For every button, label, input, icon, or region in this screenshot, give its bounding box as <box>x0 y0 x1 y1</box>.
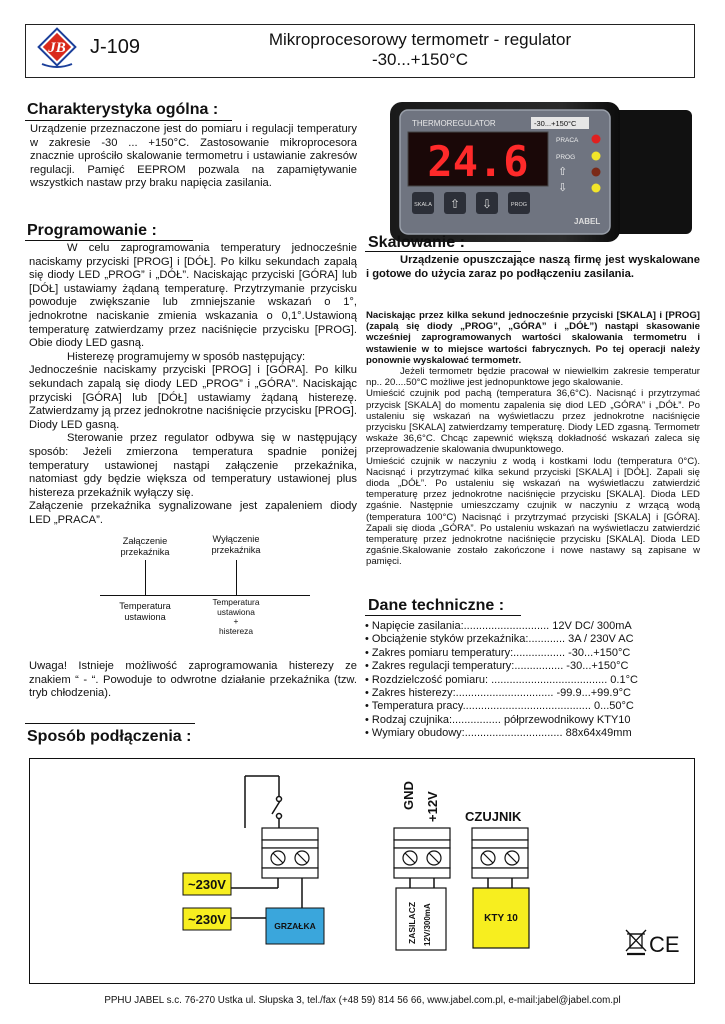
spec-row: • Wymiary obudowy:................................ 88x64x49mm <box>365 727 632 740</box>
spec-row: • Temperatura pracy.......................................... 0...50°C <box>365 700 634 713</box>
heading-overline <box>25 723 195 724</box>
model-number: J-109 <box>90 36 141 58</box>
led-dol <box>592 184 601 193</box>
calibration-paragraph-1: Jeżeli termometr będzie pracował w niewielkim zakresie temperatur np.. 20....50°C możliwe jest jednopunktowe jego skalowanie. <box>366 366 700 389</box>
title-line-2: -30...+150°C <box>371 50 469 69</box>
programming-paragraph-5: Załączenie przekaźnika sygnalizowane jest zapaleniem diody LED „PRACA”. <box>29 500 357 526</box>
sensor-label: CZUJNIK <box>465 809 522 824</box>
button-up[interactable] <box>444 192 466 214</box>
heading-underline <box>365 615 521 616</box>
device-photo <box>388 96 694 248</box>
down-arrow-icon: ⇩ <box>558 181 568 194</box>
title-line-1: Mikroprocesorowy termometr - regulator <box>268 30 572 49</box>
wiring-diagram <box>29 758 695 984</box>
terminal-block-sensor <box>472 828 528 878</box>
programming-paragraph-4: Sterowanie przez regulator odbywa się w następujący sposób: Jeżeli zmierzona temperatura spadnie poniżej temperatury ustawionej nastąpi załączenie przekaźnika, natomiast gdy będzie większa od temperatury ustawionej plus histereza przekaźnik wyłączy się. <box>29 432 357 499</box>
button-prog-label: PROG <box>510 202 528 208</box>
spec-row: • Zakres regulacji temperatury:................ -30...+150°C <box>365 660 629 673</box>
specs-list <box>365 620 700 741</box>
relay-contact <box>245 776 282 828</box>
led-praca <box>592 135 601 144</box>
mains-label-2: ~230V <box>188 912 226 927</box>
section-heading-specs: Dane techniczne : <box>368 597 505 614</box>
power-wires <box>410 878 434 888</box>
calibration-text <box>366 366 700 568</box>
programming-text <box>29 242 357 527</box>
spec-row: • Zakres histerezy:................................ -99.9...+99.9°C <box>365 687 631 700</box>
gnd-label: GND <box>401 781 416 810</box>
led-gora <box>592 168 601 177</box>
down-button-icon: ⇩ <box>481 197 493 211</box>
diagram-label-on: Załączenie przekaźnika <box>120 536 170 557</box>
spec-row: • Zakres pomiaru temperatury:................. -30...+150°C <box>365 646 631 659</box>
section-heading-characteristics: Charakterystyka ogólna : <box>27 101 219 118</box>
calibration-paragraph-3: Umieścić czujnik w naczyniu z wodą i kostkami lodu (temperatura 0°C). Nacisnąć i przytrzymać kilka sekund przyciski [SKALA] i [DÓŁ]. Zapali się dioda „DÓŁ”. Po ustaleniu się wskazań na wyświetlaczu zatwierdzić temperaturę przez jednokrotne naciśnięcie przycisku [SKALA]. Dioda LED zgaśnie. Następnie umieszczamy czujnik w naczyniu z wrzącą wodą (temperatura 100°C) Nacisnąć i przytrzymać przyciski [SKALA] i [GÓRA]. Zapali się dioda „GÓRA”. Po ustaleniu wskazań na wyświetlaczu zatwierdzić temperaturę przez jednokrotne naciśnięcie przycisku [SKALA]. Dioda LED zgaśnie.Skalowanie zostało zakończone i nowe nastawy są zapisane w pamięci. <box>366 455 700 568</box>
power-supply-label-1: ZASILACZ <box>407 901 417 944</box>
button-skala[interactable] <box>412 192 434 214</box>
diagram-marker-on <box>145 560 146 596</box>
diagram-label-setpoint: Temperatura ustawiona <box>119 601 171 622</box>
spec-row: • Rozdzielczość pomiaru: ...................................... 0.1°C <box>365 673 638 686</box>
display-readout: 24.6 <box>427 137 529 186</box>
led-praca-label: PRACA <box>556 137 579 144</box>
programming-paragraph-3: Jednocześnie naciskamy przyciski [PROG] i [GÓRA]. Po kilku sekundach zapalą się diody LED „PROG” i „GÓRA”. Naciskając przyciski [GÓRA] lub [DÓŁ] ustawiamy żądaną histerezę. Zatwierdzamy ją przez jednokrotne naciśnięcie przycisku [PROG]. Diody LED gasną. <box>29 364 357 431</box>
calibration-paragraph-2: Umieścić czujnik pod pachą (temperatura 36,6°C). Nacisnąć i przytrzymać przycisk [SKALA] do momentu zapalenia się diod LED „GÓRA” i „DÓŁ”. Po ustaleniu się wskazań na wyświetlaczu przez jednokrotne naciśnięcie przycisku [SKALA] zatwierdzamy temperaturę. Diody LED zgasną. Termometr wskaże 36,6°C. Chcąc zapewnić większą dokładność wskazań zaleca się przeprowadzenie skalowania dwupunktowego. <box>366 388 700 456</box>
led-prog <box>592 152 601 161</box>
diagram-label-hysteresis: Temperatura ustawiona + histereza <box>212 597 260 636</box>
diagram-axis <box>100 595 310 596</box>
sensor-type-label: KTY 10 <box>484 913 518 924</box>
ce-mark: CE <box>649 932 680 957</box>
programming-paragraph-2: Histerezę programujemy w sposób następujący: <box>67 350 306 363</box>
sensor-wires <box>488 878 512 888</box>
section-heading-wiring: Sposób podłączenia : <box>27 728 192 745</box>
button-skala-label: SKALA <box>414 202 432 208</box>
hysteresis-diagram <box>60 530 330 645</box>
up-arrow-icon: ⇧ <box>558 165 568 178</box>
led-prog-label: PROG <box>556 154 576 161</box>
characteristics-text: Urządzenie przeznaczone jest do pomiaru i regulacji temperatury w zakresie -30 ... +150°C. Zastosowanie mikroprocesora znacznie uprościło skalowanie termometru i ustawianie zakresów regulacji. Pamięć EEPROM pozwala na zapamiętywanie wszystkich nastaw przy braku napięcia zasilania. <box>30 123 357 190</box>
section-heading-calibration: Skalowanie : <box>368 234 465 251</box>
heading-underline <box>25 120 232 121</box>
spec-row: • Napięcie zasilania:............................ 12V DC/ 300mA <box>365 620 632 632</box>
weee-bin-icon <box>626 930 646 954</box>
spec-row: • Rodzaj czujnika:................ półprzewodnikowy KTY10 <box>365 713 631 726</box>
diagram-marker-off <box>236 560 237 596</box>
diagram-label-off: Wyłączenie przekaźnika <box>211 534 261 555</box>
device-range-label: -30...+150°C <box>534 119 577 128</box>
terminal-block-power <box>394 828 450 878</box>
button-down[interactable] <box>476 192 498 214</box>
calibration-reset-text: Naciskając przez kilka sekund jednocześnie przyciski [SKALA] i [PROG] (zapalą się diody „PROG”, „GÓRA” i „DÓŁ”) nastąpi skasowanie wcześniej zaprogramowanych wartości skalowania termometru i wstawienie w to miejsce wartości fabrycznych. Po tej operacji należy ponownie wyskalować termometr. <box>366 310 700 366</box>
up-button-icon: ⇧ <box>449 197 461 211</box>
jabel-logo <box>30 26 84 76</box>
device-maker-label: JABEL <box>574 217 601 226</box>
plus12v-label: +12V <box>425 791 440 822</box>
spec-row: • Obciążenie styków przekaźnika:............ 3A / 230V AC <box>365 633 634 646</box>
programming-paragraph-1: W celu zaprogramowania temperatury jednocześnie naciskamy przyciski [PROG] i [DÓŁ]. Po kilku sekundach zapalą się diody LED „PROG” i „DÓŁ”. Naciskając przyciski [GÓRA] lub [DÓŁ] ustawiamy żądaną temperaturę. Przytrzymanie przycisku powoduje zwiększanie lub zmniejszanie wskazań o 1°, jednokrotne naciskanie zmienia wskazania o 0,1°.Ustawioną temperaturę zatwierdzamy przez naciśnięcie przycisku [PROG]. Obie diody LED gasną. <box>29 242 357 350</box>
section-heading-programming: Programowanie : <box>27 222 157 239</box>
logo-letters: JB <box>48 40 66 56</box>
terminal-block-relay <box>262 828 318 878</box>
power-supply-label-2: 12V/300mA <box>423 903 432 946</box>
footer-contact: PPHU JABEL s.c. 76-270 Ustka ul. Słupska 3, tel./fax (+48 59) 814 56 66, www.jabel.com.pl, e-mail:jabel@jabel.com.pl <box>104 995 621 1006</box>
document-title <box>200 30 640 70</box>
power-supply-box <box>396 888 446 950</box>
heater-label: GRZAŁKA <box>274 921 316 931</box>
heading-underline <box>365 251 521 252</box>
heading-underline <box>25 240 193 241</box>
device-brand-label: THERMOREGULATOR <box>412 119 496 128</box>
mains-label-1: ~230V <box>188 877 226 892</box>
cooling-note: Uwaga! Istnieje możliwość zaprogramowania histerezy ze znakiem “ - “. Powoduje to odwrotne działanie przekaźnika (tzw. tryb chłodzenia). <box>29 660 357 700</box>
button-prog[interactable] <box>508 192 530 214</box>
calibration-intro: Urządzenie opuszczające naszą firmę jest wyskalowane i gotowe do użycia zaraz po podłączeniu zasilania. <box>366 254 700 280</box>
